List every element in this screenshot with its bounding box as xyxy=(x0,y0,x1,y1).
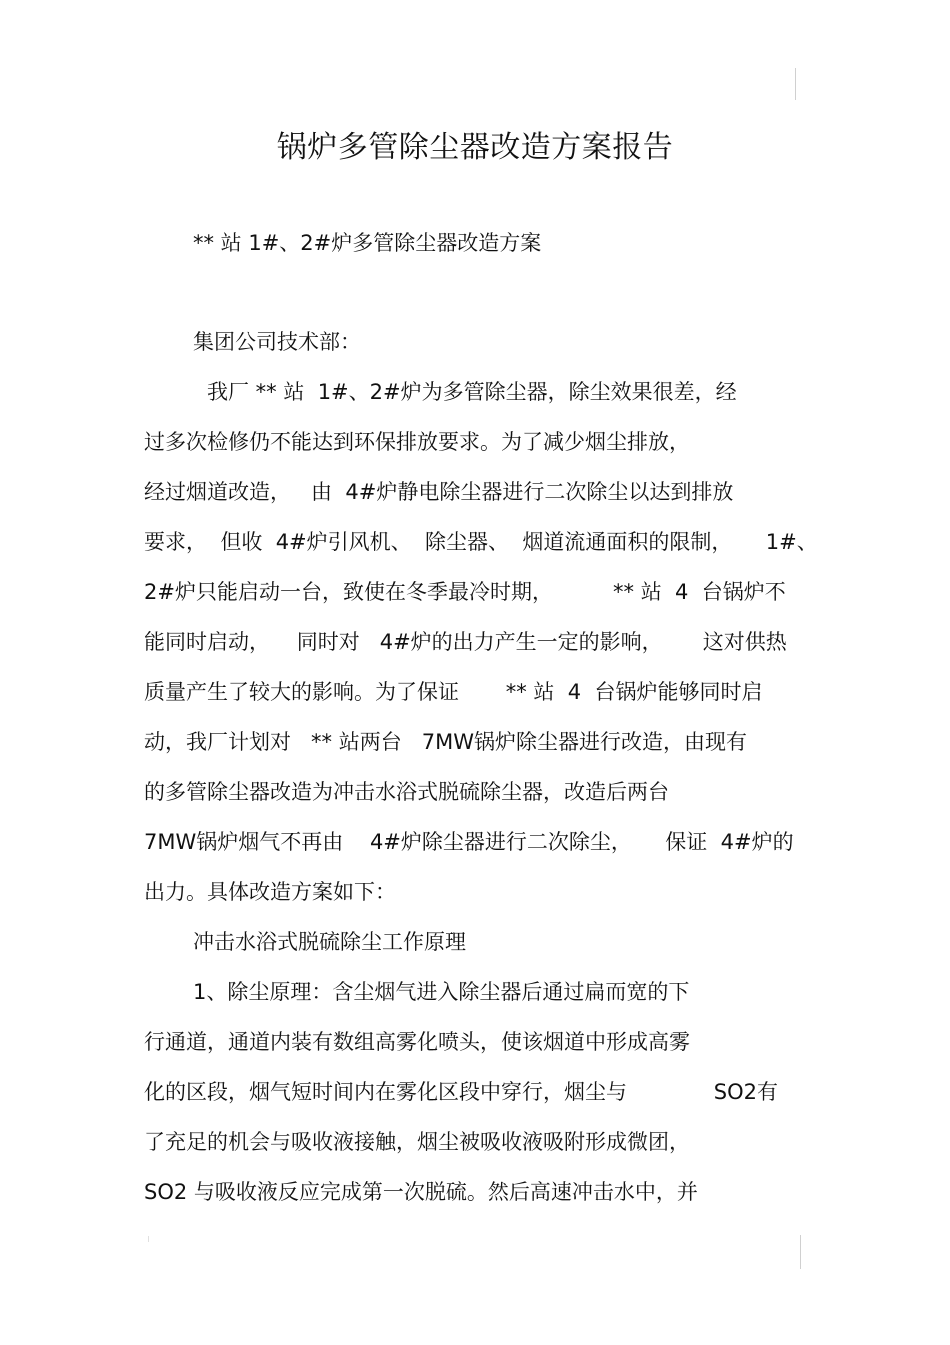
page-corner-mark-bottom-left xyxy=(148,1236,149,1242)
paragraph-line: 2#炉只能启动一台，致使在冬季最冷时期， ** 站 4 台锅炉不 xyxy=(144,580,786,604)
paragraph-line: 了充足的机会与吸收液接触，烟尘被吸收液吸附形成微团， xyxy=(144,1130,690,1154)
page-corner-mark-top-right xyxy=(795,68,796,100)
paragraph-line: 出力。具体改造方案如下： xyxy=(144,880,396,904)
paragraph-line: 的多管除尘器改造为冲击水浴式脱硫除尘器，改造后两台 xyxy=(144,780,669,804)
paragraph-line: 行通道，通道内装有数组高雾化喷头，使该烟道中形成高雾 xyxy=(144,1030,690,1054)
paragraph-line: 1、除尘原理：含尘烟气进入除尘器后通过扁而宽的下 xyxy=(193,980,690,1004)
paragraph-line: 质量产生了较大的影响。为了保证 ** 站 4 台锅炉能够同时启 xyxy=(144,680,763,704)
addressee-line: 集团公司技术部： xyxy=(193,330,361,354)
paragraph-line: 经过烟道改造， 由 4#炉静电除尘器进行二次除尘以达到排放 xyxy=(144,480,734,504)
paragraph-line: 动，我厂计划对 ** 站两台 7MW锅炉除尘器进行改造，由现有 xyxy=(144,730,747,754)
paragraph-line: 7MW锅炉烟气不再由 4#炉除尘器进行二次除尘， 保证 4#炉的 xyxy=(144,830,794,854)
document-title: 锅炉多管除尘器改造方案报告 xyxy=(276,130,674,165)
paragraph-line: SO2 与吸收液反应完成第一次脱硫。然后高速冲击水中，并 xyxy=(144,1180,698,1204)
page-corner-mark-bottom-right xyxy=(800,1235,801,1269)
paragraph-line: 能同时启动， 同时对 4#炉的出力产生一定的影响， 这对供热 xyxy=(144,630,787,654)
paragraph-line: 过多次检修仍不能达到环保排放要求。为了减少烟尘排放， xyxy=(144,430,690,454)
section-heading: 冲击水浴式脱硫除尘工作原理 xyxy=(193,930,466,954)
paragraph-line: 要求， 但收 4#炉引风机、 除尘器、 烟道流通面积的限制， 1#、 xyxy=(144,530,818,554)
paragraph-line: 我厂 ** 站 1#、2#炉为多管除尘器，除尘效果很差，经 xyxy=(207,380,737,404)
document-subtitle: ** 站 1#、2#炉多管除尘器改造方案 xyxy=(193,231,542,255)
paragraph-line: 化的区段，烟气短时间内在雾化区段中穿行，烟尘与 SO2有 xyxy=(144,1080,778,1104)
